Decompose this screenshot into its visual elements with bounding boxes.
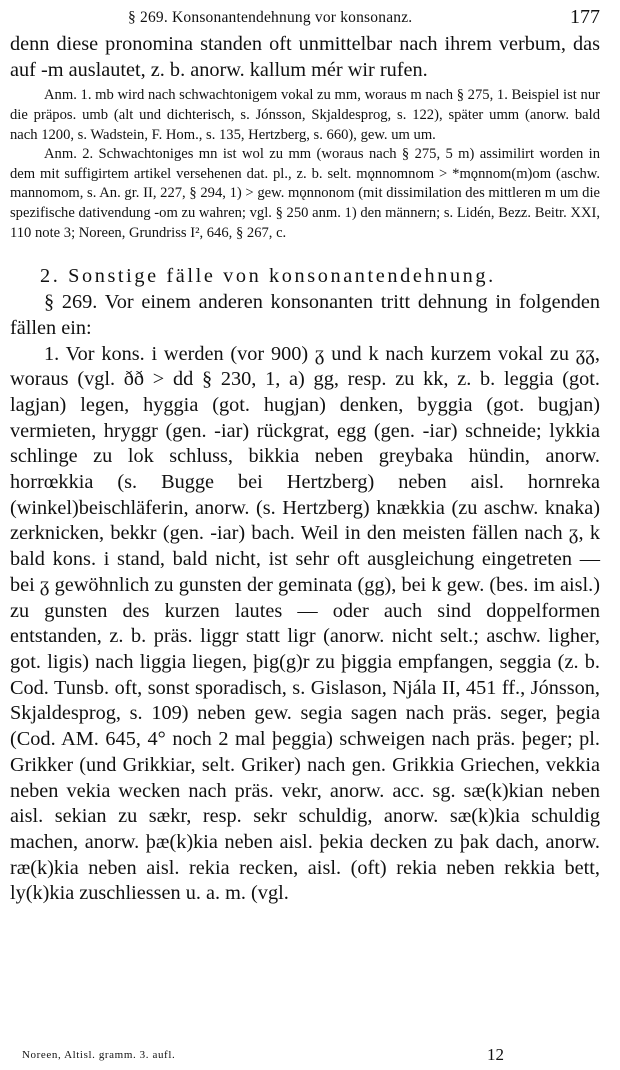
section-269 [10, 290, 600, 907]
section-intro: § 269. Vor einem anderen konsonanten tritt dehnung in folgenden fällen ein: [10, 291, 600, 339]
page-footer [22, 1045, 520, 1064]
running-title: § 269. Konsonantendehnung vor konsonanz. [128, 9, 413, 26]
section-heading: 2. Sonstige fälle von konsonantendehnung. [40, 265, 496, 288]
section-point-1: 1. Vor kons. i werden (vor 900) ᵹ und k nach kurzem vokal zu ᵹᵹ, woraus (vgl. ðð > dd § 230, 1, a) gg, resp. zu kk, z. b. leggia (got. lagjan) legen, hyggia (got. hugjan) denken, byggia (got. bugjan) vermieten, hryggr (gen. -iar) rückgrat, egg (gen. -iar) schneide; lykkia schlinge zu lok schluss, bikkia neben greybaka hündin, anorw. horrœkkia (s. Bugge bei Hertzberg) neben aisl. hornreka (winkel)beischläferin, anorw. (s. Hertzberg) knækkia (zu aschw. knaka) zerknicken, bekkr (gen. -iar) bach. Weil in den meisten fällen nach ᵹ, k bald kons. i stand, bald nicht, ist sehr oft ausgleichung eingetreten — bei ᵹ gewöhnlich zu gunsten der geminata (gg), bei k gew. (bes. im aisl.) zu gunsten des kurzen lautes — oder auch sind doppelformen entstanden, z. b. präs. liggr statt ligr (anorw. nicht selt.; aschw. ligher, got. ligis) nach liggia liegen, þig(g)r zu þiggia empfangen, seggia (z. b. Cod. Tunsb. oft, sonst sporadisch, s. Gislason, Njála II, 451 ff., Jónsson, Skjaldesprog, s. 109) neben gew. segia sagen nach präs. seger, þegia (Cod. AM. 645, 4° noch 2 mal þeggia) schweigen nach präs. þeger; pl. Grikker (und Grikkiar, selt. Griker) nach gen. Grikkia Griechen, vekkia neben vekia wecken nach präs. vekr, anorw. acc. sg. sæ(k)kian neben aisl. sekian zu sækr, resp. sekr schuldig, anorw. sæ(k)kia schuldig machen, anorw. þæ(k)kia neben aisl. þekia decken zu þak dach, anorw. ræ(k)kia neben aisl. rekia recken, aisl. (oft) rekia neben rekkia bett, ly(k)kia zuschliessen u. a. m. (vgl. [10, 342, 600, 905]
page-header [10, 6, 600, 32]
sheet-number: 12 [487, 1045, 504, 1064]
book-page [10, 6, 600, 907]
page-number: 177 [570, 6, 600, 28]
remark-1: Anm. 1. mb wird nach schwachtonigem vokal zu mm, woraus m nach § 275, 1. Beispiel ist nur die präpos. umb (alt und dichterisch, s. Jónsson, Skjaldesprog, s. 122), später umm (anorw. bald nach 1200, s. Wadstein, F. Hom., s. 135, Hertzberg, s. 660), gew. um um. [10, 87, 600, 143]
remarks-block [10, 86, 600, 243]
continued-paragraph: denn diese pronomina standen oft unmittelbar nach ihrem verbum, das auf -m auslautet, z. b. anorw. kallum mér wir rufen. [10, 33, 600, 81]
main-text [10, 32, 600, 83]
remark-2: Anm. 2. Schwachtoniges mn ist wol zu mm (woraus nach § 275, 5 m) assimilirt worden in dem mit suffigirtem artikel versehenen dat. pl., z. b. selt. mǫnnomnom > *mǫnnom(m)om (aschw. mannomom, s. An. gr. II, 227, § 294, 1) > gew. mǫnnonom (mit dissimilation des mittleren m um die spezifische dativendung -om zu wahren; vgl. § 250 anm. 1) den männern; s. Lidén, Bezz. Beitr. XXI, 110 note 3; Noreen, Grundriss I², 646, § 267, c. [10, 146, 600, 241]
sheet-signature: Noreen, Altisl. gramm. 3. aufl. [22, 1049, 176, 1061]
